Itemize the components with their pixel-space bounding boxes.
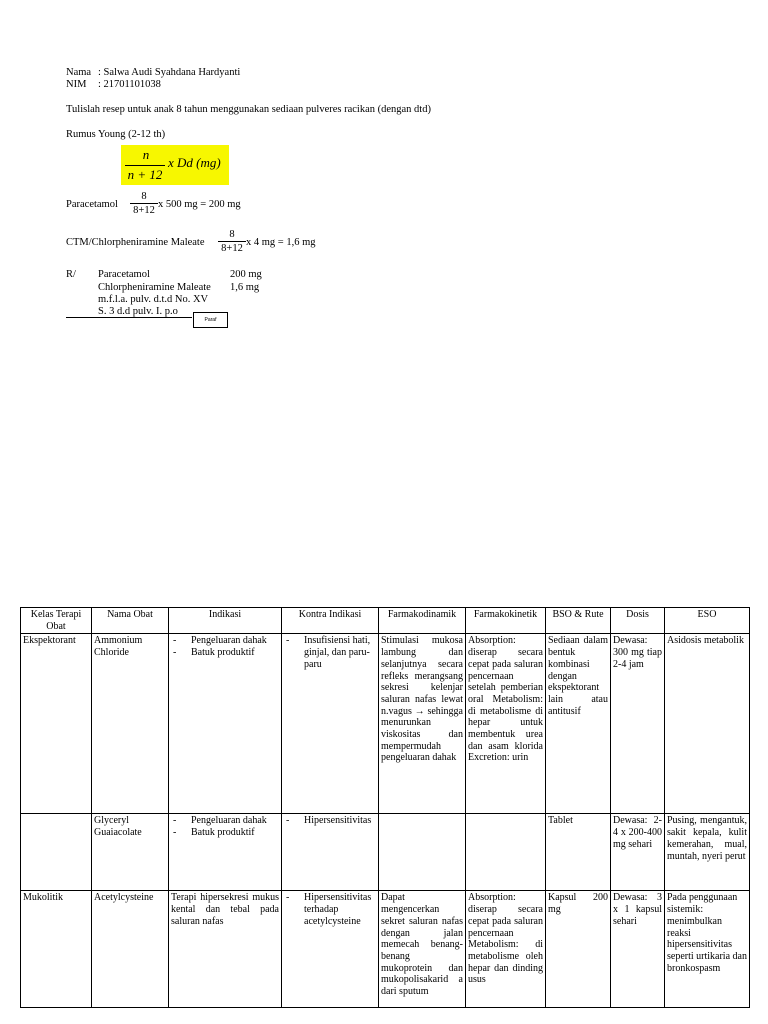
header-kontra: Kontra Indikasi (282, 608, 379, 634)
recipe-item2-dose: 1,6 mg (230, 282, 260, 293)
cell-nama: Acetylcysteine (92, 891, 169, 1008)
list-item: - Batuk produktif (171, 827, 279, 839)
cell-kontra (282, 814, 379, 891)
cell-bso: Tablet (546, 814, 611, 891)
calc1-fraction-bar (130, 203, 158, 204)
cell-kelas (21, 814, 92, 891)
drug-table (20, 607, 750, 1008)
cell-eso: Pusing, mengantuk, sakit kepala, kulit kemerahan, mual, muntah, nyeri perut (665, 814, 750, 891)
nim-value: : 21701101038 (98, 79, 161, 90)
cell-eso: Asidosis metabolik (665, 634, 750, 814)
calc2-label: CTM/Chlorpheniramine Maleate (66, 237, 205, 248)
recipe-item1-name: Paracetamol (98, 269, 150, 280)
cell-nama: Glyceryl Guaiacolate (92, 814, 169, 891)
cell-indikasi (169, 814, 282, 891)
recipe-symbol: R/ (66, 269, 76, 280)
cell-bso: Kapsul 200 mg (546, 891, 611, 1008)
list-item: - Batuk produktif (171, 647, 279, 659)
formula-fraction-bar (125, 165, 165, 166)
header-farmakokinetik: Farmakokinetik (466, 608, 546, 634)
calc1-denominator: 8+12 (133, 205, 155, 216)
calc2-numerator: 8 (229, 229, 235, 240)
list-item: - Hipersensitivitas (284, 815, 376, 827)
recipe-line3: m.f.l.a. pulv. d.t.d No. XV (98, 294, 209, 305)
header-eso: ESO (665, 608, 750, 634)
cell-kelas: Mukolitik (21, 891, 92, 1008)
cell-dosis: Dewasa: 300 mg tiap 2-4 jam (611, 634, 665, 814)
formula-numerator: n (142, 147, 150, 162)
header-dosis: Dosis (611, 608, 665, 634)
paraf-box: Paraf (193, 312, 228, 328)
cell-indikasi: Terapi hipersekresi mukus kental dan tebal pada saluran nafas (169, 891, 282, 1008)
instruction-text: Tulislah resep untuk anak 8 tahun menggunakan sediaan pulveres racikan (dengan dtd) (66, 104, 431, 115)
formula-denominator: n + 12 (127, 167, 163, 182)
cell-kontra (282, 634, 379, 814)
cell-bso: Sediaan dalam bentuk kombinasi dengan ekspektorant lain atau antitusif (546, 634, 611, 814)
cell-nama: Ammonium Chloride (92, 634, 169, 814)
nim-label: NIM (66, 79, 87, 90)
cell-dosis: Dewasa: 3 x 1 kapsul sehari (611, 891, 665, 1008)
recipe-item2-name: Chlorpheniramine Maleate (98, 282, 211, 293)
cell-farmakodinamik (379, 814, 466, 891)
cell-kelas: Ekspektorant (21, 634, 92, 814)
calc2-fraction (218, 229, 246, 254)
table-row (21, 891, 750, 1008)
cell-farmakodinamik: Dapat mengencerkan sekret saluran nafas dengan jalan memecah benang-benang mukoprotein dan mukopolisakarid a dari sputum (379, 891, 466, 1008)
calc2-denominator: 8+12 (221, 243, 243, 254)
formula-title: Rumus Young (2-12 th) (66, 129, 166, 140)
cell-dosis: Dewasa: 2-4 x 200-400 mg sehari (611, 814, 665, 891)
table-row (21, 814, 750, 891)
calc1-label: Paracetamol (66, 199, 118, 210)
calc1-result: x 500 mg = 200 mg (158, 199, 241, 210)
cell-kontra (282, 891, 379, 1008)
young-formula (121, 145, 229, 185)
header-indikasi: Indikasi (169, 608, 282, 634)
list-item: - Hipersensitivitas terhadap acetylcysteine (284, 892, 376, 927)
table-header-row (21, 608, 750, 634)
recipe-line4: S. 3 d.d pulv. I. p.o (98, 306, 178, 317)
cell-indikasi (169, 634, 282, 814)
header-bso: BSO & Rute (546, 608, 611, 634)
list-item: - Insufisiensi hati, ginjal, dan paru-paru (284, 635, 376, 670)
header-kelas: Kelas Terapi Obat (21, 608, 92, 634)
nama-value: : Salwa Audi Syahdana Hardyanti (98, 67, 241, 78)
signature-line (66, 317, 192, 318)
table-row (21, 634, 750, 814)
nama-label: Nama (66, 67, 92, 78)
calc1-numerator: 8 (141, 191, 147, 202)
cell-farmakodinamik: Stimulasi mukosa lambung dan selanjutnya secara refleks merangsang sekresi kelenjar saluran nafas lewat n.vagus → sehingga menurunkan viskositas dan mempermudah pengeluaran dahak (379, 634, 466, 814)
header-nama: Nama Obat (92, 608, 169, 634)
calc1-fraction (130, 191, 158, 216)
calc2-result: x 4 mg = 1,6 mg (246, 237, 316, 248)
calc2-fraction-bar (218, 241, 246, 242)
list-item: - Pengeluaran dahak (171, 815, 279, 827)
recipe-item1-dose: 200 mg (230, 269, 262, 280)
cell-farmakokinetik (466, 814, 546, 891)
header-farmakodinamik: Farmakodinamik (379, 608, 466, 634)
cell-eso: Pada penggunaan sistemik: menimbulkan reaksi hipersensitivitas seperti urtikaria dan bronkospasm (665, 891, 750, 1008)
cell-farmakokinetik: Absorption: diserap secara cepat pada saluran pencernaan Metabolism: di metabolisme oleh hepar dan dinding usus (466, 891, 546, 1008)
cell-farmakokinetik: Absorption: diserap secara cepat pada saluran pencernaan setelah pemberian oral Metabolism: di metabolisme di hepar untuk membentuk urea dan asam klorida Excretion: urin (466, 634, 546, 814)
list-item: - Pengeluaran dahak (171, 635, 279, 647)
formula-rest: x Dd (mg) (168, 155, 221, 170)
